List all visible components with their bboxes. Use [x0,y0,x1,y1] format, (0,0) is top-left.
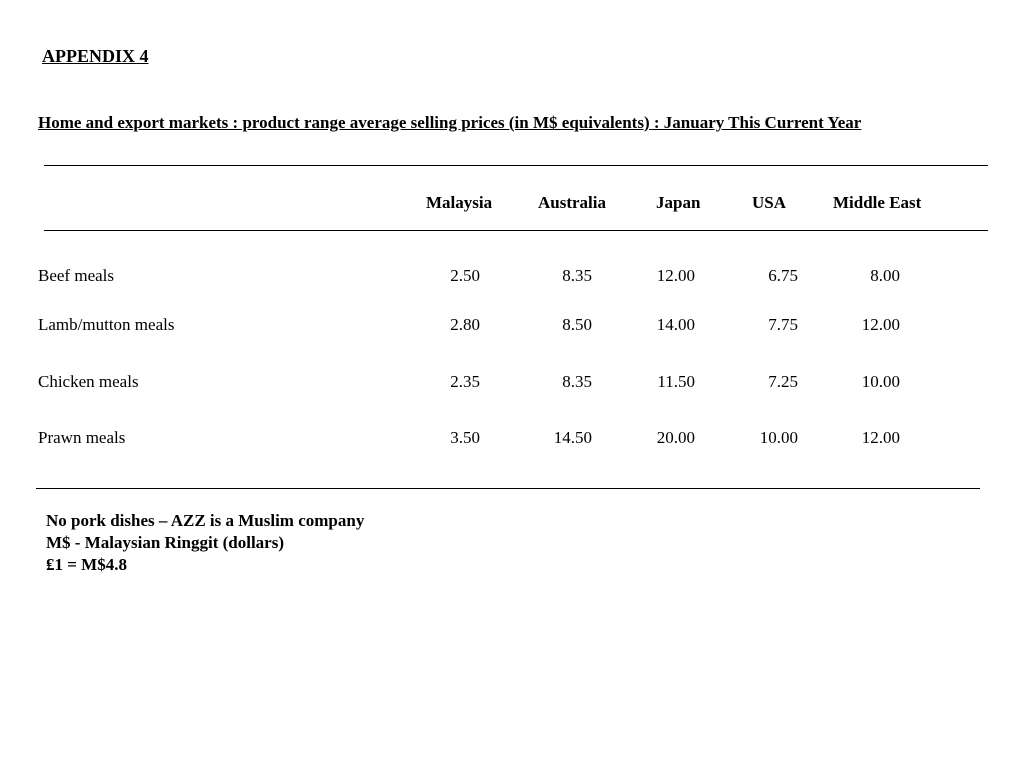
appendix-title: APPENDIX 4 [42,46,149,66]
table-cell: 6.75 [768,266,798,285]
table-cell: 7.75 [768,315,798,334]
table-cell: 2.50 [450,266,480,285]
table-cell: 11.50 [657,372,695,391]
table-subtitle: Home and export markets : product range average selling prices (in M$ equivalents) : January This Current Year [38,113,862,132]
table-cell: 8.50 [562,315,592,334]
table-top-rule [44,165,988,166]
row-label: Beef meals [38,266,114,285]
table-cell: 14.00 [656,315,695,334]
table-cell: 2.35 [450,372,480,391]
column-header-usa: USA [752,193,787,212]
table-cell: 8.35 [562,372,592,391]
table-cell: 7.25 [768,372,798,391]
table-cell: 8.35 [562,266,592,285]
row-label: Chicken meals [38,372,139,391]
row-label: Lamb/mutton meals [38,315,175,334]
column-header-middle-east: Middle East [833,193,922,212]
column-header-australia: Australia [538,193,606,212]
table-cell: 14.50 [553,428,592,447]
note-no-pork: No pork dishes – AZZ is a Muslim company [46,511,365,530]
table-cell: 8.00 [870,266,900,285]
column-header-malaysia: Malaysia [426,193,493,212]
table-cell: 10.00 [759,428,798,447]
table-cell: 3.50 [450,428,480,447]
note-exchange-rate: ₤1 = M$4.8 [46,555,127,574]
table-cell: 20.00 [656,428,695,447]
header-bottom-rule [44,230,988,231]
column-header-japan: Japan [656,193,701,212]
table-cell: 10.00 [861,372,900,391]
table-bottom-rule [36,488,980,489]
table-cell: 12.00 [861,428,900,447]
table-cell: 2.80 [450,315,480,334]
note-currency: M$ - Malaysian Ringgit (dollars) [46,533,284,552]
table-cell: 12.00 [656,266,695,285]
table-cell: 12.00 [861,315,900,334]
row-label: Prawn meals [38,428,126,447]
